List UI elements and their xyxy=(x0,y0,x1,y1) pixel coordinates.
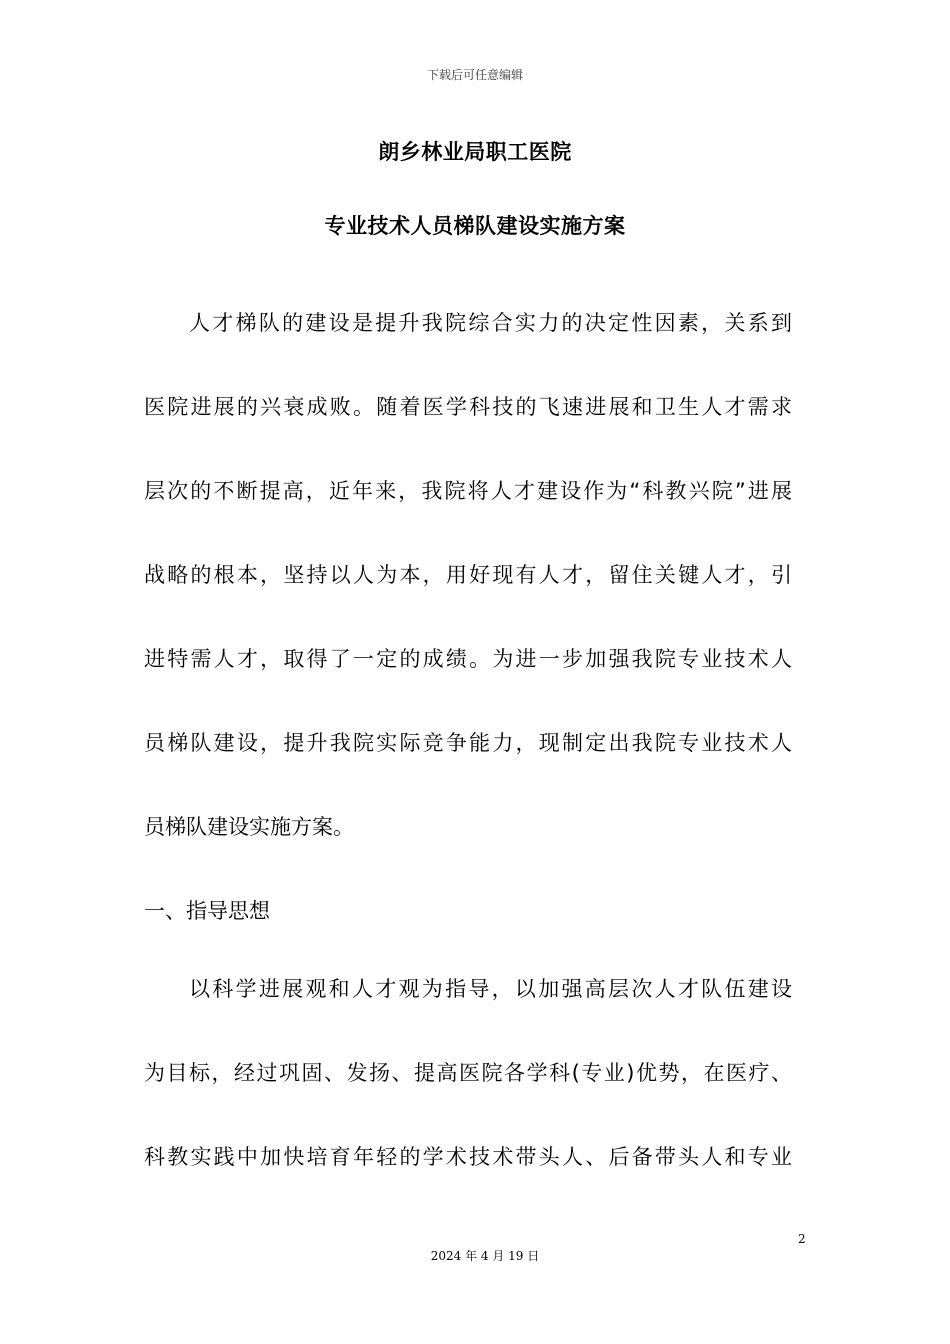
document-title: 朗乡林业局职工医院 xyxy=(378,140,572,164)
paragraph-line: 医院进展的兴衰成败。随着医学科技的飞速进展和卫生人才需求 xyxy=(144,395,792,419)
section-heading: 一、指导思想 xyxy=(144,899,270,923)
paragraph-line: 战略的根本，坚持以人为本，用好现有人才，留住关键人才，引 xyxy=(144,563,792,587)
page-number: 2 xyxy=(798,1232,806,1246)
paragraph-line: 层次的不断提高，近年来，我院将人才建设作为“科教兴院”进展 xyxy=(144,479,792,503)
paragraph-line: 科教实践中加快培育年轻的学术技术带头人、后备带头人和专业 xyxy=(144,1145,792,1169)
paragraph-line: 以科学进展观和人才观为指导，以加强高层次人才队伍建设 xyxy=(189,977,792,1001)
footer-date: 2024 年 4 月 19 日 xyxy=(430,1249,540,1263)
document-body xyxy=(144,296,792,1214)
paragraph-line: 员梯队建设实施方案。 xyxy=(144,815,354,839)
paragraph-line: 进特需人才，取得了一定的成绩。为进一步加强我院专业技术人 xyxy=(144,647,792,671)
header-note: 下载后可任意编辑 xyxy=(426,68,523,82)
paragraph-line: 员梯队建设，提升我院实际竞争能力，现制定出我院专业技术人 xyxy=(144,731,792,755)
paragraph-line: 人才梯队的建设是提升我院综合实力的决定性因素，关系到 xyxy=(189,311,792,335)
document-subtitle: 专业技术人员梯队建设实施方案 xyxy=(324,214,626,238)
paragraph-line: 为目标，经过巩固、发扬、提高医院各学科(专业)优势，在医疗、 xyxy=(144,1061,792,1085)
